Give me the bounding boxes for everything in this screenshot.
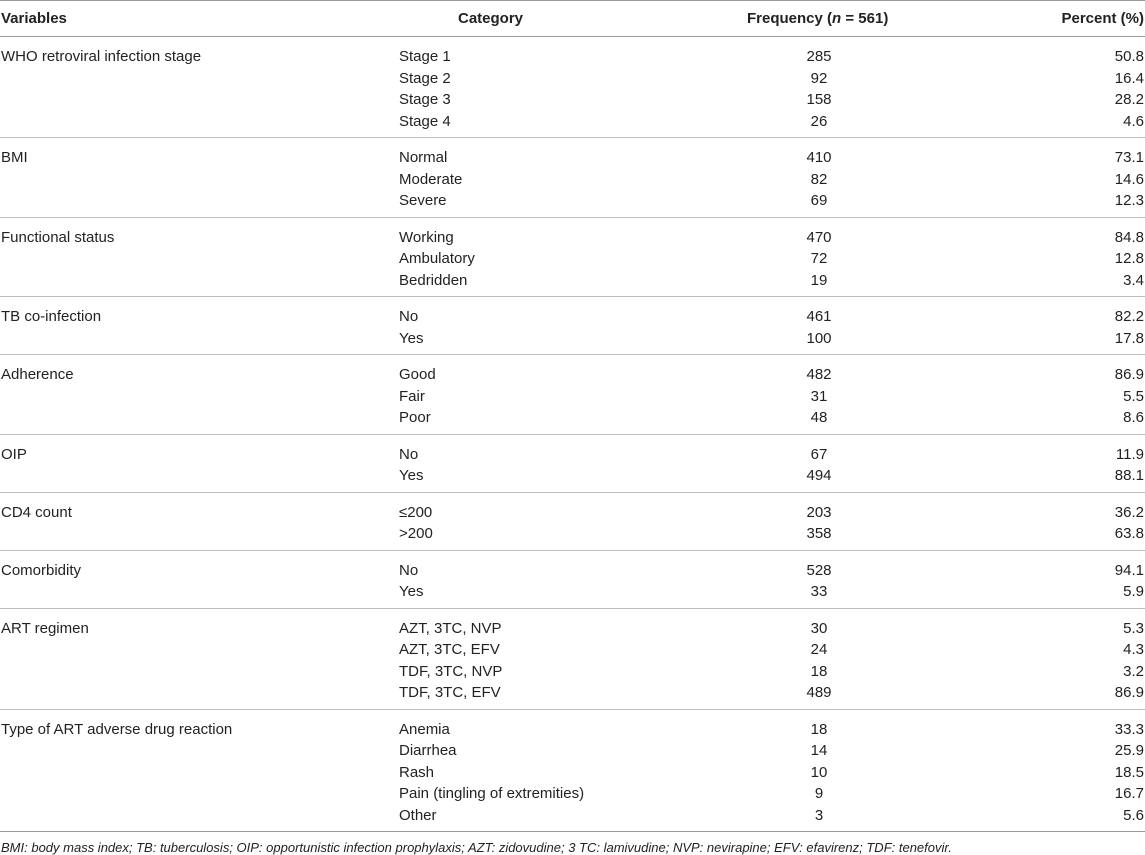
- variable-cell: BMI: [0, 138, 399, 218]
- category-value: Stage 4: [399, 112, 451, 130]
- category-value: Stage 3: [399, 91, 451, 108]
- category-cell: [399, 608, 669, 709]
- category-value: Ambulatory: [399, 250, 475, 267]
- category-cell: [399, 550, 669, 608]
- frequency-value: 92: [810, 69, 828, 87]
- table-row: [0, 492, 1145, 550]
- variable-cell: TB co-infection: [0, 297, 399, 355]
- category-value: ≤200: [399, 503, 433, 521]
- frequency-cell: [669, 297, 969, 355]
- category-cell: [399, 709, 669, 832]
- percent-cell: [969, 297, 1145, 355]
- percent-value: 5.5: [1123, 387, 1144, 405]
- frequency-value: 470: [806, 228, 832, 246]
- percent-cell: [969, 608, 1145, 709]
- frequency-value: 489: [806, 684, 832, 701]
- category-value: AZT, 3TC, EFV: [399, 641, 500, 658]
- category-cell: [399, 297, 669, 355]
- table-group: [0, 217, 1145, 297]
- percent-value: 12.8: [1114, 250, 1144, 267]
- category-value: Severe: [399, 192, 447, 209]
- variable-cell: Adherence: [0, 355, 399, 435]
- variable-cell: ART regimen: [0, 608, 399, 709]
- frequency-value: 285: [806, 48, 832, 65]
- header-frequency-n: n: [832, 10, 842, 27]
- category-value: Stage 2: [399, 69, 451, 87]
- category-value: Normal: [399, 149, 448, 166]
- header-frequency-prefix: Frequency (: [747, 10, 833, 27]
- frequency-value: 31: [810, 387, 828, 405]
- percent-value: 4.6: [1123, 112, 1144, 130]
- variable-cell: Type of ART adverse drug reaction: [0, 709, 399, 832]
- percent-value: 88.1: [1114, 467, 1144, 484]
- frequency-cell: [669, 37, 969, 138]
- percent-value: 84.8: [1114, 228, 1144, 246]
- percent-value: 28.2: [1114, 91, 1144, 108]
- frequency-value: 30: [810, 619, 828, 637]
- category-value: AZT, 3TC, NVP: [399, 619, 502, 637]
- category-value: >200: [399, 525, 433, 542]
- table-group: [0, 709, 1145, 832]
- category-value: Other: [399, 806, 437, 824]
- category-value: No: [399, 561, 419, 579]
- percent-value: 36.2: [1114, 503, 1144, 521]
- frequency-value: 358: [806, 525, 832, 542]
- frequency-value: 18: [810, 720, 828, 738]
- variable-cell: CD4 count: [0, 492, 399, 550]
- frequency-value: 69: [810, 192, 828, 209]
- table-row: [0, 37, 1145, 138]
- frequency-cell: [669, 550, 969, 608]
- frequency-value: 33: [810, 583, 828, 600]
- percent-cell: [969, 709, 1145, 832]
- percent-cell: [969, 550, 1145, 608]
- percent-value: 18.5: [1114, 763, 1144, 781]
- frequency-value: 100: [806, 329, 832, 347]
- frequency-value: 67: [810, 445, 828, 463]
- header-frequency: [669, 1, 969, 37]
- frequency-value: 203: [806, 503, 832, 521]
- category-value: Bedridden: [399, 271, 468, 289]
- category-value: Moderate: [399, 170, 463, 188]
- frequency-cell: [669, 608, 969, 709]
- percent-cell: [969, 355, 1145, 435]
- percent-value: 33.3: [1114, 720, 1144, 738]
- frequency-value: 72: [810, 250, 828, 267]
- category-value: Rash: [399, 763, 435, 781]
- table-group: [0, 550, 1145, 608]
- table-group: [0, 492, 1145, 550]
- table-footnote: BMI: body mass index; TB: tuberculosis; OIP: opportunistic infection prophylaxis; AZT: zidovudine; 3 TC: lamivudine; NVP: nevirapine; EFV: efavirenz; TDF: tenefovir.: [1, 840, 952, 855]
- category-value: Poor: [399, 409, 431, 426]
- percent-value: 5.3: [1123, 619, 1144, 637]
- category-value: TDF, 3TC, EFV: [399, 684, 501, 701]
- percent-cell: [969, 138, 1145, 218]
- table-row: [0, 608, 1145, 709]
- percent-cell: [969, 217, 1145, 297]
- table-row: [0, 355, 1145, 435]
- percent-value: 14.6: [1114, 170, 1144, 188]
- frequency-cell: [669, 217, 969, 297]
- category-value: Yes: [399, 583, 424, 600]
- header-variables: Variables: [0, 1, 399, 37]
- percent-value: 5.9: [1123, 583, 1144, 600]
- category-value: TDF, 3TC, NVP: [399, 662, 503, 680]
- header-frequency-suffix: = 561): [841, 10, 889, 27]
- frequency-cell: [669, 138, 969, 218]
- percent-value: 86.9: [1114, 366, 1144, 383]
- percent-value: 11.9: [1115, 445, 1144, 463]
- category-value: Yes: [399, 329, 424, 347]
- header-row: [0, 1, 1145, 37]
- category-cell: [399, 37, 669, 138]
- percent-value: 17.8: [1114, 329, 1144, 347]
- variable-cell: Functional status: [0, 217, 399, 297]
- percent-value: 86.9: [1114, 684, 1144, 701]
- percent-value: 3.4: [1123, 271, 1144, 289]
- frequency-value: 482: [806, 366, 832, 383]
- category-cell: [399, 138, 669, 218]
- category-value: No: [399, 308, 419, 325]
- frequency-value: 9: [814, 785, 824, 802]
- percent-value: 12.3: [1114, 192, 1144, 209]
- frequency-value: 48: [810, 409, 828, 426]
- category-value: Diarrhea: [399, 742, 457, 759]
- frequency-cell: [669, 434, 969, 492]
- frequency-value: 18: [810, 662, 828, 680]
- table-header: [0, 1, 1145, 37]
- frequency-value: 3: [814, 806, 824, 824]
- category-value: Pain (tingling of extremities): [399, 785, 585, 802]
- percent-value: 5.6: [1123, 806, 1144, 824]
- percent-value: 4.3: [1123, 641, 1144, 658]
- percent-value: 16.7: [1114, 785, 1144, 802]
- table-row: [0, 550, 1145, 608]
- variable-cell: OIP: [0, 434, 399, 492]
- frequency-value: 26: [810, 112, 828, 130]
- table-group: [0, 355, 1145, 435]
- frequency-value: 494: [806, 467, 832, 484]
- table-row: [0, 297, 1145, 355]
- table-row: [0, 434, 1145, 492]
- table-row: [0, 138, 1145, 218]
- category-value: Yes: [399, 467, 424, 484]
- header-category: Category: [399, 1, 669, 37]
- table-row: [0, 709, 1145, 832]
- percent-value: 73.1: [1114, 149, 1144, 166]
- percent-value: 3.2: [1123, 662, 1144, 680]
- frequency-cell: [669, 492, 969, 550]
- table-group: [0, 297, 1145, 355]
- table-group: [0, 608, 1145, 709]
- percent-value: 94.1: [1114, 561, 1144, 579]
- category-cell: [399, 217, 669, 297]
- header-percent: Percent (%): [969, 1, 1145, 37]
- variable-cell: Comorbidity: [0, 550, 399, 608]
- variable-cell: WHO retroviral infection stage: [0, 37, 399, 138]
- category-value: No: [399, 445, 419, 463]
- category-cell: [399, 355, 669, 435]
- category-cell: [399, 492, 669, 550]
- frequency-value: 14: [810, 742, 828, 759]
- percent-value: 82.2: [1114, 308, 1144, 325]
- frequency-value: 82: [810, 170, 828, 188]
- frequency-value: 19: [810, 271, 828, 289]
- table-group: [0, 37, 1145, 138]
- frequency-value: 24: [810, 641, 828, 658]
- percent-value: 63.8: [1114, 525, 1144, 542]
- table-row: [0, 217, 1145, 297]
- percent-cell: [969, 492, 1145, 550]
- percent-value: 25.9: [1114, 742, 1144, 759]
- frequency-value: 158: [806, 91, 832, 108]
- table-group: [0, 138, 1145, 218]
- category-value: Stage 1: [399, 48, 451, 65]
- percent-cell: [969, 37, 1145, 138]
- frequency-cell: [669, 709, 969, 832]
- frequency-cell: [669, 355, 969, 435]
- category-cell: [399, 434, 669, 492]
- category-value: Good: [399, 366, 436, 383]
- percent-value: 8.6: [1123, 409, 1144, 426]
- percent-value: 50.8: [1114, 48, 1144, 65]
- frequency-value: 528: [806, 561, 832, 579]
- frequency-value: 410: [806, 149, 832, 166]
- frequency-value: 461: [806, 308, 832, 325]
- category-value: Anemia: [399, 720, 450, 738]
- percent-cell: [969, 434, 1145, 492]
- frequency-value: 10: [810, 763, 828, 781]
- category-value: Fair: [399, 387, 425, 405]
- percent-value: 16.4: [1114, 69, 1144, 87]
- table-group: [0, 434, 1145, 492]
- category-value: Working: [399, 228, 454, 246]
